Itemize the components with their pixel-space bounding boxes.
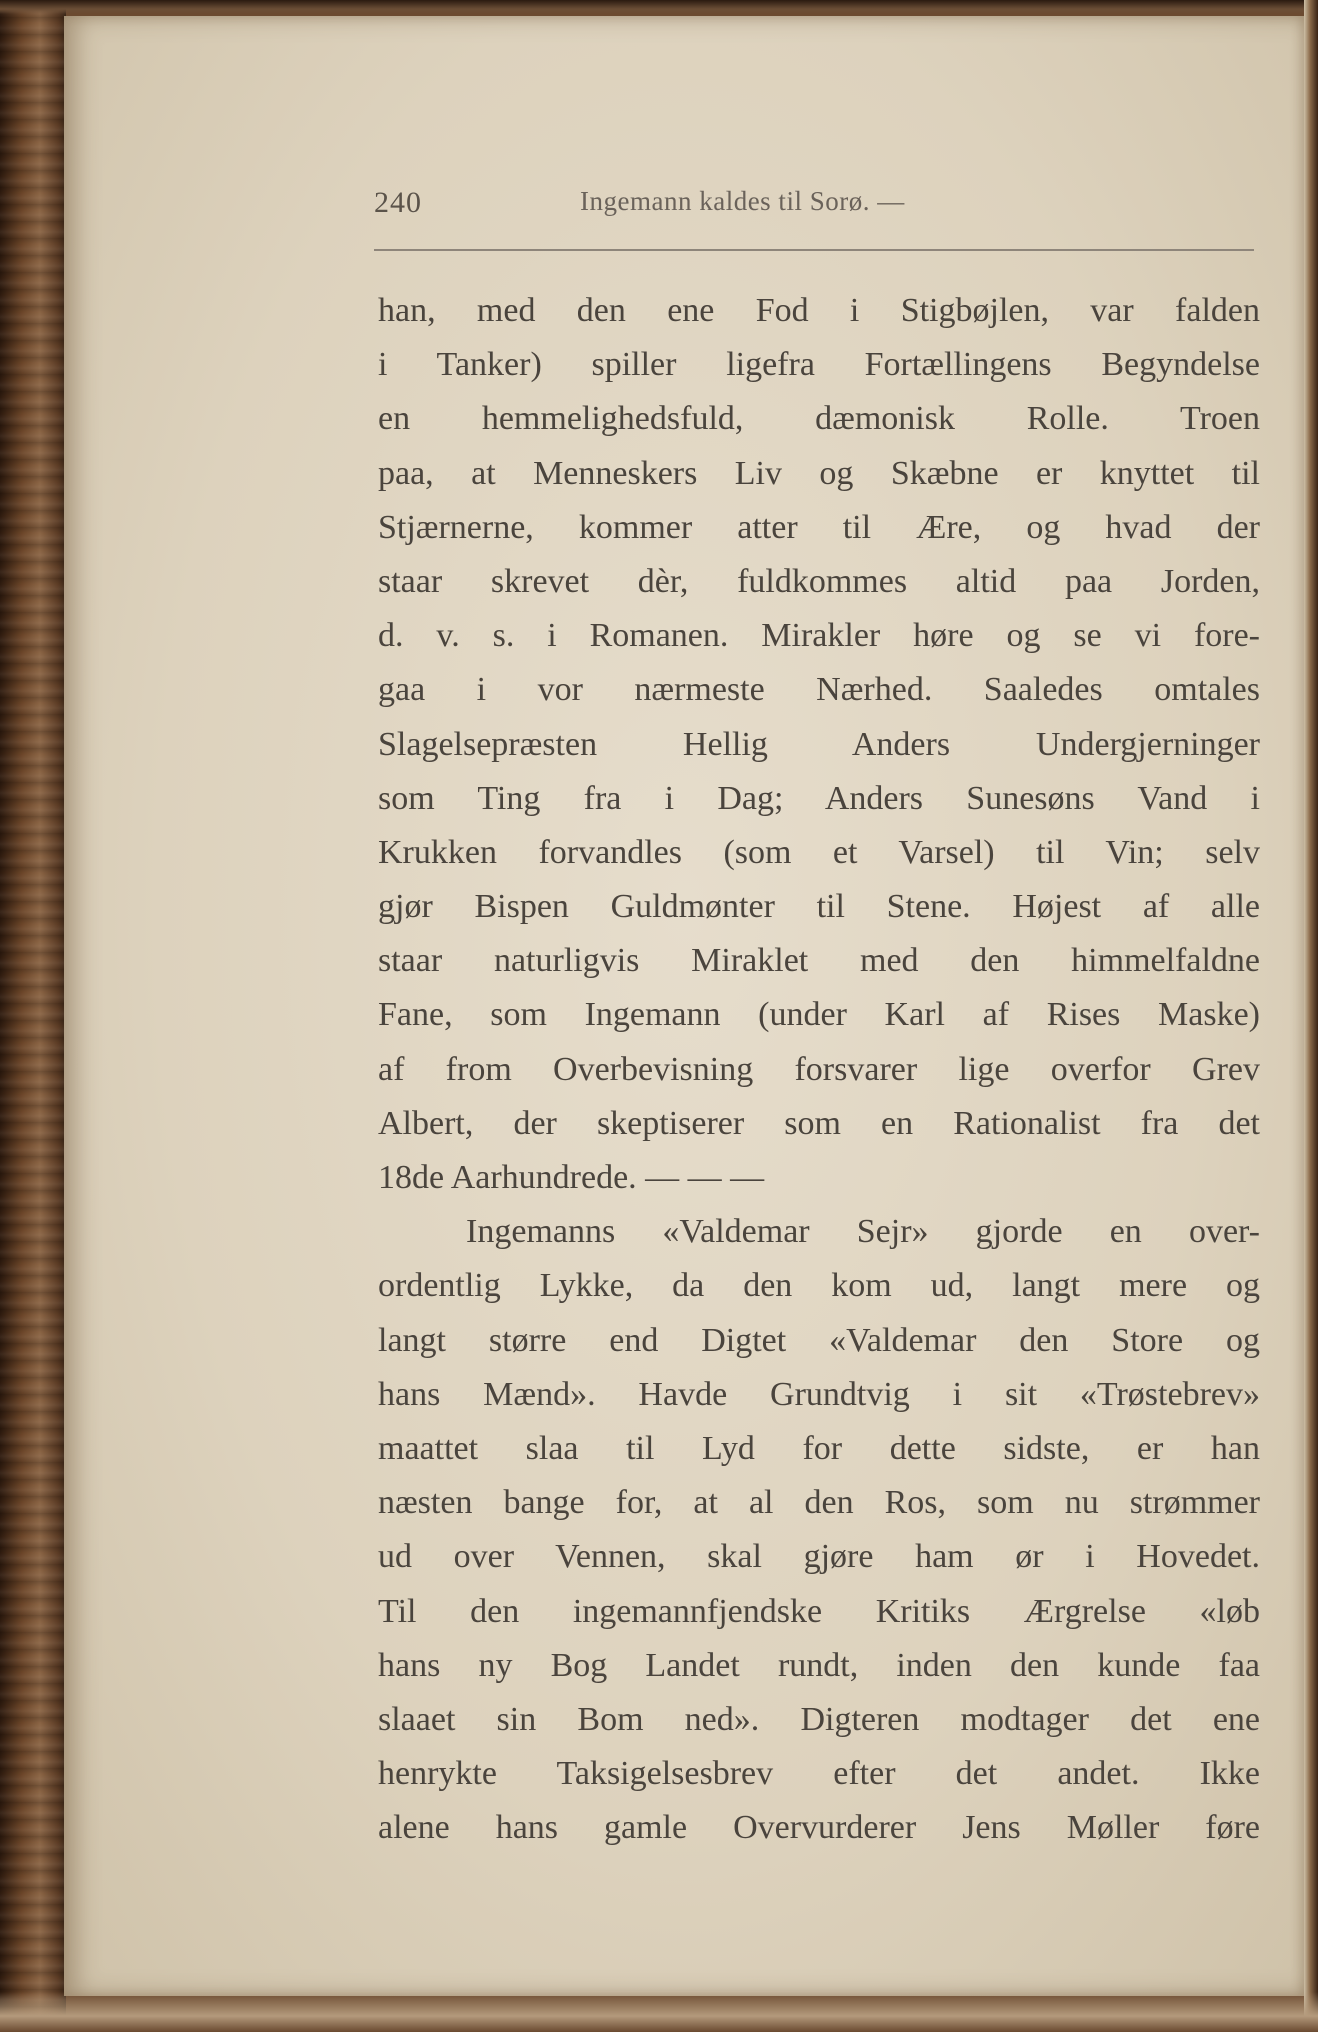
text-line: af from Overbevisning forsvarer lige overfor Grev	[378, 1050, 1260, 1088]
text-line: maattet slaa til Lyd for dette sidste, er han	[378, 1429, 1260, 1467]
text-line: slaaet sin Bom ned». Digteren modtager det ene	[378, 1700, 1260, 1738]
text-line: alene hans gamle Overvurderer Jens Møller føre	[378, 1809, 1260, 1847]
text-line: d. v. s. i Romanen. Mirakler høre og se vi fore-	[378, 617, 1260, 655]
book-page	[64, 16, 1304, 1996]
text-line: Albert, der skeptiserer som en Rationalist fra det	[378, 1104, 1260, 1142]
page-header	[374, 186, 1254, 226]
page-top-edge	[0, 0, 1318, 14]
text-line: staar skrevet dèr, fuldkommes altid paa Jorden,	[378, 562, 1260, 600]
text-line: gjør Bispen Guldmønter til Stene. Højest af alle	[378, 888, 1260, 926]
text-line: 18de Aarhundrede. — — —	[378, 1159, 765, 1196]
page-number: 240	[374, 186, 422, 219]
text-line: han, med den ene Fod i Stigbøjlen, var falden	[378, 292, 1260, 329]
text-line: staar naturligvis Miraklet med den himmelfaldne	[378, 942, 1260, 980]
text-line: som Ting fra i Dag; Anders Sunesøns Vand i	[378, 779, 1260, 817]
text-line: Til den ingemannfjendske Kritiks Ærgrelse «løb	[378, 1592, 1260, 1630]
running-head: Ingemann kaldes til Sorø. —	[580, 186, 905, 216]
text-line: hans Mænd». Havde Grundtvig i sit «Trøstebrev»	[378, 1375, 1260, 1413]
page-right-edge	[1304, 0, 1318, 2032]
text-line: næsten bange for, at al den Ros, som nu strømmer	[378, 1484, 1260, 1522]
text-line: Slagelsepræsten Hellig Anders Undergjerninger	[378, 725, 1260, 763]
text-line: paa, at Menneskers Liv og Skæbne er knyttet til	[378, 454, 1260, 492]
text-line: hans ny Bog Landet rundt, inden den kunde faa	[378, 1646, 1260, 1684]
text-line: Krukken forvandles (som et Varsel) til Vin; selv	[378, 833, 1260, 871]
text-line: gaa i vor nærmeste Nærhed. Saaledes omtales	[378, 671, 1260, 709]
book-spine	[0, 0, 66, 2032]
text-line: ordentlig Lykke, da den kom ud, langt mere og	[378, 1267, 1260, 1305]
body-text	[378, 284, 1260, 1855]
text-line: i Tanker) spiller ligefra Fortællingens Begyndelse	[378, 346, 1260, 384]
text-line: ud over Vennen, skal gjøre ham ør i Hovedet.	[378, 1538, 1260, 1576]
text-line: henrykte Taksigelsesbrev efter det andet. Ikke	[378, 1755, 1260, 1793]
paragraph-first-line: Ingemanns «Valdemar Sejr» gjorde en over-	[466, 1213, 1260, 1251]
page-bottom-edge	[0, 1992, 1318, 2032]
text-line: Stjærnerne, kommer atter til Ære, og hvad der	[378, 508, 1260, 546]
text-line: langt større end Digtet «Valdemar den Store og	[378, 1321, 1260, 1359]
text-line: Fane, som Ingemann (under Karl af Rises Maske)	[378, 996, 1260, 1034]
text-line: en hemmelighedsfuld, dæmonisk Rolle. Troen	[378, 400, 1260, 438]
header-rule	[374, 249, 1254, 251]
